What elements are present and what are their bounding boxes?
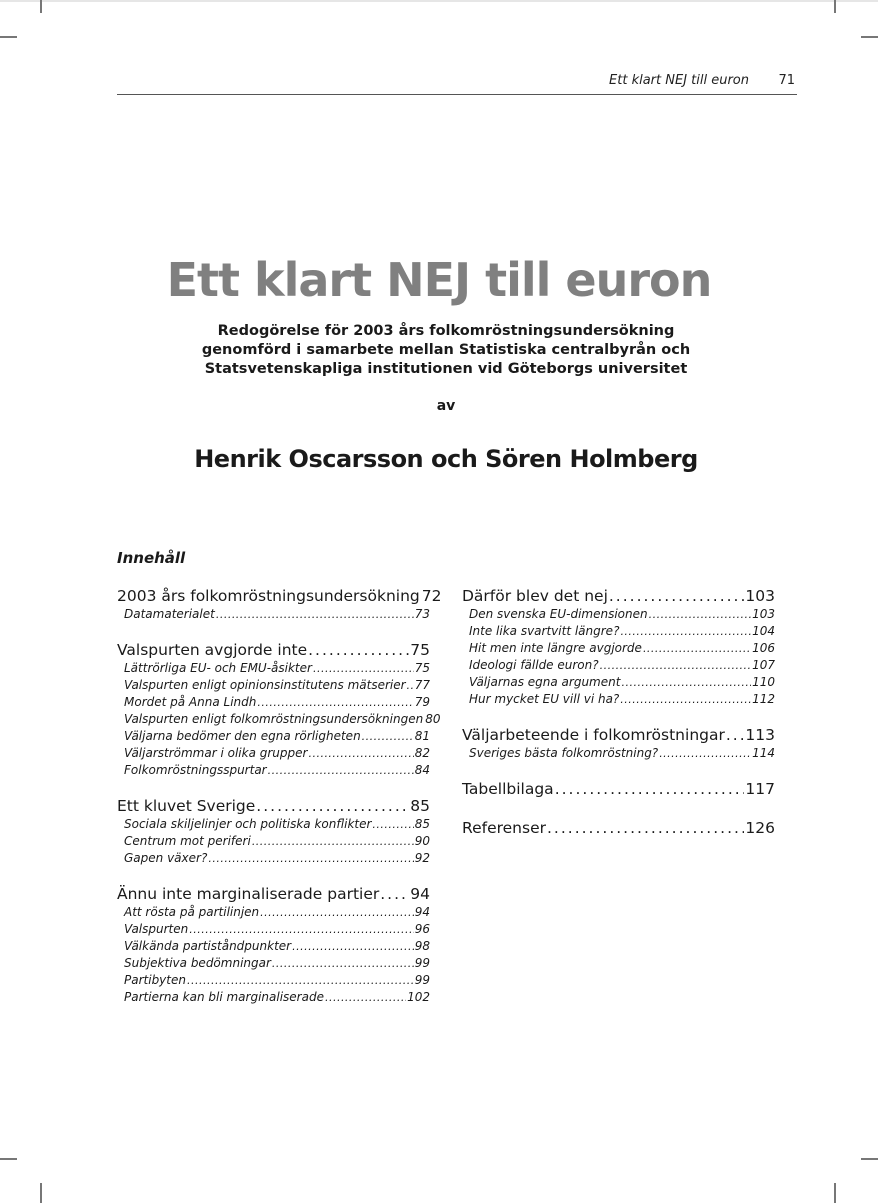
toc-section xyxy=(462,818,775,838)
toc-subsection-page: 99 xyxy=(414,973,430,987)
toc-subsection-page: 77 xyxy=(414,678,430,692)
toc-subsection-page: 73 xyxy=(414,607,430,621)
dot-leader xyxy=(649,606,751,623)
toc-subsection-title: Valspurten enligt opinionsinstitutens mätserier xyxy=(124,678,406,692)
dot-leader xyxy=(216,606,414,623)
toc-section xyxy=(462,586,775,708)
toc-subsection-title: Att rösta på partilinjen xyxy=(124,905,260,919)
toc-subsection-page: 106 xyxy=(752,641,775,655)
toc-chapter-page: 103 xyxy=(745,587,775,605)
dot-leader xyxy=(643,640,751,657)
toc-subsection[interactable] xyxy=(462,657,775,674)
toc-chapter-title: Valspurten avgjorde inte xyxy=(117,641,308,659)
toc-subsection-page: 94 xyxy=(414,905,430,919)
dot-leader xyxy=(313,660,414,677)
toc-section xyxy=(117,640,441,779)
crop-mark xyxy=(834,0,836,13)
toc-subsection-title: Lättrörliga EU- och EMU-åsikter xyxy=(124,661,312,675)
toc-section xyxy=(117,586,442,623)
toc-subsection[interactable] xyxy=(117,989,430,1006)
toc-subsection-title: Gapen växer? xyxy=(124,851,208,865)
toc-subsection-title: Hit men inte längre avgjorde xyxy=(469,641,642,655)
toc-subsection-title: Partierna kan bli marginaliserade xyxy=(124,990,324,1004)
dot-leader xyxy=(189,921,413,938)
toc-subsection[interactable] xyxy=(117,694,430,711)
toc-subsection-page: 96 xyxy=(414,922,430,936)
toc-section xyxy=(462,725,775,762)
dot-leader xyxy=(252,833,414,850)
toc-chapter-title: Referenser xyxy=(462,819,546,837)
dot-leader xyxy=(256,796,409,816)
toc-section xyxy=(462,779,775,799)
toc-subsection[interactable] xyxy=(462,745,775,762)
dot-leader xyxy=(362,728,414,745)
toc-chapter[interactable] xyxy=(462,818,775,838)
running-head xyxy=(117,70,797,95)
toc-subsection[interactable] xyxy=(462,640,775,657)
toc-subsection-page: 81 xyxy=(414,729,430,743)
dot-leader xyxy=(187,972,414,989)
toc-heading: Innehåll xyxy=(117,549,186,567)
toc-chapter-page: 126 xyxy=(745,819,775,837)
dot-leader xyxy=(380,884,409,904)
crop-mark xyxy=(834,1183,836,1203)
toc-chapter[interactable] xyxy=(117,586,442,606)
dot-leader xyxy=(621,674,751,691)
toc-subsection-title: Folkomröstningsspurtar xyxy=(124,763,267,777)
toc-subsection-title: Inte lika svartvitt längre? xyxy=(469,624,620,638)
toc-column-right xyxy=(462,586,775,857)
toc-subsection[interactable] xyxy=(117,660,430,677)
toc-subsection-page: 107 xyxy=(752,658,775,672)
toc-subsection-page: 98 xyxy=(414,939,430,953)
subtitle-line: Statsvetenskapliga institutionen vid Göteborgs universitet xyxy=(204,361,688,377)
toc-subsection-title: Ideologi fällde euron? xyxy=(469,658,599,672)
dot-leader xyxy=(292,938,414,955)
toc-chapter[interactable] xyxy=(462,586,775,606)
toc-subsection-title: Väljarströmmar i olika grupper xyxy=(124,746,308,760)
crop-mark xyxy=(861,36,878,38)
subtitle-line: genomförd i samarbete mellan Statistiska centralbyrån och xyxy=(201,342,691,358)
dot-leader xyxy=(620,623,751,640)
toc-subsection[interactable] xyxy=(117,677,430,694)
toc-subsection-title: Centrum mot periferi xyxy=(124,834,251,848)
toc-subsection[interactable] xyxy=(117,850,430,867)
toc-subsection-page: 102 xyxy=(407,990,430,1004)
toc-section xyxy=(117,884,430,1006)
toc-chapter[interactable] xyxy=(117,884,430,904)
subtitle xyxy=(0,322,878,379)
toc-subsection-page: 110 xyxy=(752,675,775,689)
toc-subsection-title: Hur mycket EU vill vi ha? xyxy=(469,692,620,706)
toc-subsection-title: Valspurten enligt folkomröstningsundersökningen xyxy=(124,712,424,726)
toc-subsection[interactable] xyxy=(117,921,430,938)
toc-chapter-page: 85 xyxy=(410,797,430,815)
toc-chapter[interactable] xyxy=(462,725,775,745)
authors: Henrik Oscarsson och Sören Holmberg xyxy=(194,445,698,473)
dot-leader xyxy=(659,745,751,762)
crop-mark xyxy=(0,1158,17,1160)
toc-subsection-page: 99 xyxy=(414,956,430,970)
toc-subsection-page: 75 xyxy=(414,661,430,675)
toc-subsection[interactable] xyxy=(117,711,441,728)
toc-subsection-page: 92 xyxy=(414,851,430,865)
toc-subsection[interactable] xyxy=(117,728,430,745)
toc-subsection-title: Datamaterialet xyxy=(124,607,215,621)
toc-subsection[interactable] xyxy=(117,606,430,623)
toc-subsection[interactable] xyxy=(462,691,775,708)
toc-subsection-page: 84 xyxy=(414,763,430,777)
toc-chapter-title: Väljarbeteende i folkomröstningar xyxy=(462,726,725,744)
toc-subsection-page: 90 xyxy=(414,834,430,848)
dot-leader xyxy=(325,989,406,1006)
toc-subsection[interactable] xyxy=(117,904,430,921)
toc-subsection[interactable] xyxy=(117,938,430,955)
toc-chapter-page: 113 xyxy=(745,726,775,744)
toc-subsection-page: 112 xyxy=(752,692,775,706)
toc-subsection-title: Välkända partiståndpunkter xyxy=(124,939,292,953)
page-number: 71 xyxy=(778,73,795,88)
subtitle-line: Redogörelse för 2003 års folkomröstningsundersökning xyxy=(217,323,675,339)
crop-mark xyxy=(861,1158,878,1160)
toc-subsection-title: Sociala skiljelinjer och politiska konflikter xyxy=(124,817,372,831)
toc-subsection-page: 85 xyxy=(414,817,430,831)
toc-subsection[interactable] xyxy=(117,972,430,989)
toc-subsection-title: Partibyten xyxy=(124,973,186,987)
toc-chapter-page: 72 xyxy=(421,587,442,605)
toc-subsection[interactable] xyxy=(462,606,775,623)
toc-subsection-title: Den svenska EU-dimensionen xyxy=(469,607,648,621)
toc-subsection-page: 82 xyxy=(414,746,430,760)
dot-leader xyxy=(208,850,413,867)
toc-subsection-title: Valspurten xyxy=(124,922,189,936)
dot-leader xyxy=(620,691,751,708)
dot-leader xyxy=(268,762,414,779)
dot-leader xyxy=(609,586,745,606)
toc-subsection[interactable] xyxy=(462,674,775,691)
dot-leader xyxy=(547,818,744,838)
crop-mark xyxy=(40,0,42,13)
toc-subsection-title: Subjektiva bedömningar xyxy=(124,956,271,970)
toc-subsection[interactable] xyxy=(117,745,430,762)
toc-subsection[interactable] xyxy=(117,816,430,833)
toc-subsection-title: Sveriges bästa folkomröstning? xyxy=(469,746,659,760)
toc-subsection-page: 80 xyxy=(425,712,441,726)
toc-chapter[interactable] xyxy=(117,796,430,816)
dot-leader xyxy=(260,904,414,921)
toc-section xyxy=(117,796,430,867)
crop-mark xyxy=(0,36,17,38)
toc-subsection-title: Väljarna bedömer den egna rörligheten xyxy=(124,729,361,743)
toc-subsection[interactable] xyxy=(462,623,775,640)
toc-chapter-title: Ännu inte marginaliserade partier xyxy=(117,885,380,903)
running-head-title: Ett klart NEJ till euron xyxy=(609,73,749,88)
dot-leader xyxy=(257,694,413,711)
dot-leader xyxy=(407,677,414,694)
toc-chapter-page: 117 xyxy=(745,780,775,798)
crop-mark xyxy=(40,1183,42,1203)
dot-leader xyxy=(308,640,409,660)
toc-chapter[interactable] xyxy=(117,640,430,660)
toc-subsection-title: Mordet på Anna Lindh xyxy=(124,695,257,709)
toc-chapter[interactable] xyxy=(462,779,775,799)
toc-subsection[interactable] xyxy=(117,762,430,779)
dot-leader xyxy=(600,657,751,674)
toc-chapter-title: 2003 års folkomröstningsundersökning xyxy=(117,587,420,605)
toc-subsection-page: 103 xyxy=(752,607,775,621)
top-edge xyxy=(0,0,878,2)
page-title: Ett klart NEJ till euron xyxy=(166,253,712,307)
dot-leader xyxy=(555,779,745,799)
dot-leader xyxy=(726,725,745,745)
toc-subsection-page: 114 xyxy=(752,746,775,760)
toc-subsection[interactable] xyxy=(117,833,430,850)
toc-chapter-title: Ett kluvet Sverige xyxy=(117,797,256,815)
toc-subsection-page: 79 xyxy=(414,695,430,709)
dot-leader xyxy=(308,745,413,762)
toc-column-left xyxy=(117,586,442,1023)
toc-subsection[interactable] xyxy=(117,955,430,972)
dot-leader xyxy=(372,816,413,833)
toc-chapter-page: 75 xyxy=(410,641,430,659)
toc-subsection-page: 104 xyxy=(752,624,775,638)
toc-chapter-title: Tabellbilaga xyxy=(462,780,554,798)
toc-chapter-title: Därför blev det nej xyxy=(462,587,608,605)
toc-chapter-page: 94 xyxy=(410,885,430,903)
dot-leader xyxy=(272,955,414,972)
toc-subsection-title: Väljarnas egna argument xyxy=(469,675,621,689)
by-label: av xyxy=(436,398,456,414)
